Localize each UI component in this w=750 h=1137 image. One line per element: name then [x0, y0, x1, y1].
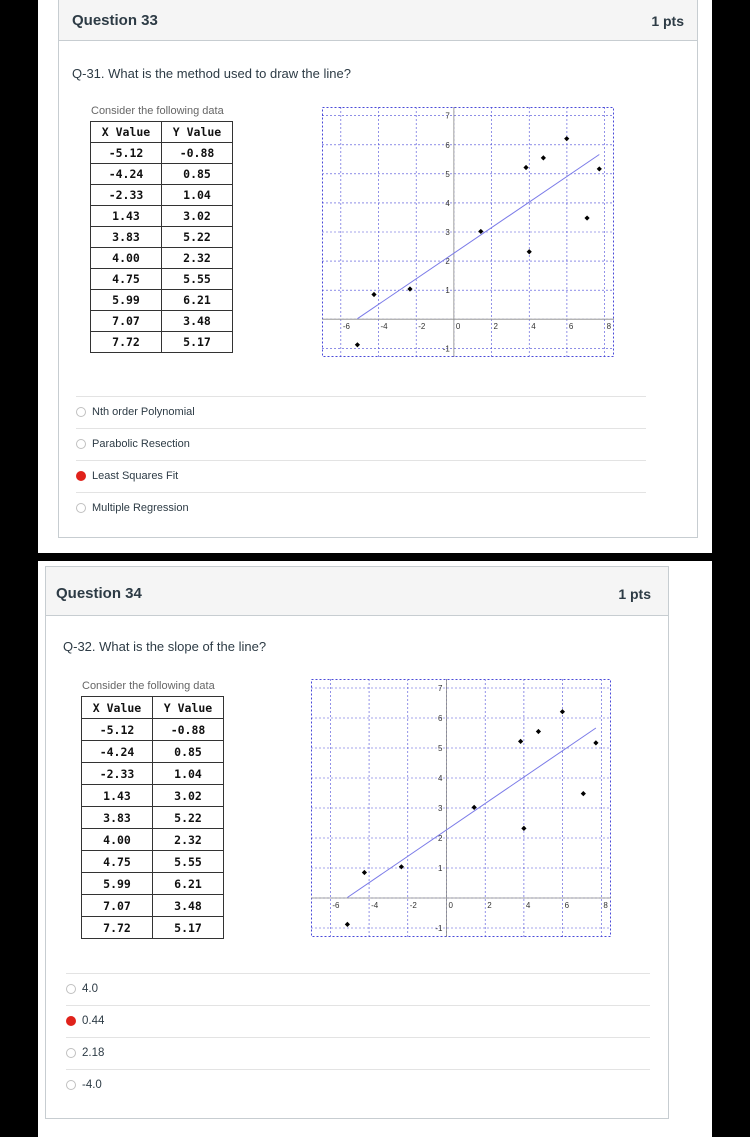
- x-tick-label: 2: [493, 322, 499, 332]
- answer-option[interactable]: [76, 492, 646, 524]
- question-points: 1 pts: [618, 586, 651, 602]
- y-tick-label: -1: [435, 924, 443, 933]
- question-text: Q-31. What is the method used to draw the line?: [72, 66, 351, 81]
- data-table: [81, 696, 224, 939]
- answer-label: Multiple Regression: [92, 502, 189, 514]
- table-cell: -5.12: [91, 143, 162, 164]
- table-cell: -2.33: [82, 763, 153, 785]
- table-cell: -5.12: [82, 719, 153, 741]
- table-cell: 3.48: [162, 311, 233, 332]
- table-row: [91, 332, 233, 353]
- fit-line: [347, 728, 596, 897]
- table-cell: 3.83: [91, 227, 162, 248]
- table-cell: 1.43: [91, 206, 162, 227]
- table-row: [82, 917, 224, 939]
- x-tick-label: 0: [448, 901, 453, 910]
- table-row: [91, 311, 233, 332]
- x-tick-label: 4: [525, 901, 531, 910]
- radio-icon[interactable]: [66, 1080, 76, 1090]
- table-cell: 7.72: [82, 917, 153, 939]
- table-cell: 6.21: [162, 290, 233, 311]
- consider-label: Consider the following data: [82, 680, 215, 692]
- table-cell: 6.21: [153, 873, 224, 895]
- data-point: [581, 791, 586, 796]
- table-row: [82, 851, 224, 873]
- x-tick-label: -2: [418, 322, 426, 332]
- y-tick-label: 1: [445, 286, 450, 296]
- answer-list: [76, 396, 646, 524]
- table-cell: 4.00: [91, 248, 162, 269]
- question-33-panel: [38, 0, 712, 553]
- answer-option[interactable]: [76, 460, 646, 492]
- y-tick-label: 4: [445, 198, 450, 208]
- table-cell: 5.17: [162, 332, 233, 353]
- radio-icon[interactable]: [66, 1048, 76, 1058]
- data-point: [541, 155, 546, 160]
- answer-label: Least Squares Fit: [92, 470, 179, 482]
- question-points: 1 pts: [651, 13, 684, 29]
- radio-icon[interactable]: [76, 503, 86, 513]
- table-row: [82, 895, 224, 917]
- y-tick-label: 1: [438, 864, 443, 873]
- table-cell: 7.07: [91, 311, 162, 332]
- table-cell: 3.02: [153, 785, 224, 807]
- table-cell: 1.04: [162, 185, 233, 206]
- answer-option[interactable]: [76, 396, 646, 428]
- table-cell: 4.75: [82, 851, 153, 873]
- radio-selected-icon[interactable]: [66, 1016, 76, 1026]
- table-row: [91, 206, 233, 227]
- table-row: [91, 164, 233, 185]
- data-table: [90, 121, 233, 353]
- fit-line: [357, 154, 599, 318]
- y-tick-label: 2: [438, 834, 443, 843]
- table-cell: 4.00: [82, 829, 153, 851]
- x-tick-label: -4: [380, 322, 388, 332]
- table-cell: 5.22: [153, 807, 224, 829]
- radio-icon[interactable]: [76, 407, 86, 417]
- table-cell: 7.07: [82, 895, 153, 917]
- x-tick-label: -6: [342, 322, 350, 332]
- answer-option[interactable]: [66, 1037, 650, 1069]
- data-point: [345, 922, 350, 927]
- table-row: [91, 185, 233, 206]
- table-row: [82, 873, 224, 895]
- data-point: [560, 709, 565, 714]
- answer-label: -4.0: [82, 1079, 102, 1091]
- data-point: [518, 739, 523, 744]
- table-cell: -0.88: [153, 719, 224, 741]
- data-point: [536, 729, 541, 734]
- x-tick-label: -2: [409, 901, 417, 910]
- y-tick-label: 7: [445, 111, 450, 121]
- answer-label: Nth order Polynomial: [92, 406, 195, 418]
- x-tick-label: -6: [332, 901, 340, 910]
- y-tick-label: 2: [445, 257, 450, 267]
- data-point: [564, 136, 569, 141]
- table-cell: 2.32: [153, 829, 224, 851]
- table-row: [91, 290, 233, 311]
- table-row: [82, 763, 224, 785]
- table-cell: 5.99: [82, 873, 153, 895]
- answer-label: Parabolic Resection: [92, 438, 190, 450]
- table-cell: 4.75: [91, 269, 162, 290]
- table-cell: 3.48: [153, 895, 224, 917]
- table-cell: -4.24: [91, 164, 162, 185]
- question-title: Question 33: [72, 12, 158, 29]
- table-cell: -0.88: [162, 143, 233, 164]
- x-tick-label: 0: [455, 322, 461, 332]
- answer-label: 0.44: [82, 1015, 105, 1027]
- table-header-cell: Y Value: [162, 122, 233, 143]
- y-tick-label: -1: [442, 344, 450, 354]
- x-tick-label: 8: [606, 322, 612, 332]
- question-34-panel: [38, 561, 712, 1137]
- table-cell: 1.04: [153, 763, 224, 785]
- answer-list: [66, 973, 650, 1101]
- table-cell: 5.55: [162, 269, 233, 290]
- question-card: [58, 0, 698, 538]
- answer-label: 2.18: [82, 1047, 105, 1059]
- y-tick-label: 5: [445, 169, 450, 179]
- data-point: [399, 864, 404, 869]
- table-cell: 3.83: [82, 807, 153, 829]
- table-cell: 5.17: [153, 917, 224, 939]
- table-cell: 7.72: [91, 332, 162, 353]
- y-tick-label: 3: [438, 804, 443, 813]
- answer-option[interactable]: [66, 1069, 650, 1101]
- answer-option[interactable]: [76, 428, 646, 460]
- data-point: [407, 286, 412, 291]
- table-header-cell: X Value: [82, 697, 153, 719]
- table-row: [91, 143, 233, 164]
- x-tick-label: -4: [371, 901, 379, 910]
- table-row: [91, 248, 233, 269]
- data-point: [362, 870, 367, 875]
- question-card: [45, 566, 669, 1119]
- data-point: [597, 166, 602, 171]
- x-tick-label: 2: [487, 901, 492, 910]
- table-cell: 3.02: [162, 206, 233, 227]
- answer-option[interactable]: [66, 1005, 650, 1037]
- table-cell: 0.85: [153, 741, 224, 763]
- data-point: [355, 342, 360, 347]
- table-row: [82, 785, 224, 807]
- y-tick-label: 3: [445, 228, 450, 237]
- table-row: [82, 719, 224, 741]
- y-tick-label: 5: [438, 744, 443, 753]
- table-cell: 2.32: [162, 248, 233, 269]
- consider-label: Consider the following data: [91, 105, 224, 117]
- answer-option[interactable]: [66, 973, 650, 1005]
- table-cell: -4.24: [82, 741, 153, 763]
- question-header: [46, 567, 668, 616]
- y-tick-label: 6: [445, 140, 450, 150]
- radio-selected-icon[interactable]: [76, 471, 86, 481]
- x-tick-label: 6: [568, 322, 574, 332]
- table-cell: 5.22: [162, 227, 233, 248]
- question-header: [59, 0, 697, 41]
- x-tick-label: 6: [564, 901, 570, 910]
- table-header-row: [82, 697, 224, 719]
- table-header-cell: X Value: [91, 122, 162, 143]
- table-cell: 5.99: [91, 290, 162, 311]
- table-cell: 5.55: [153, 851, 224, 873]
- table-cell: 0.85: [162, 164, 233, 185]
- table-row: [91, 269, 233, 290]
- data-point: [593, 740, 598, 745]
- table-header-cell: Y Value: [153, 697, 224, 719]
- data-point: [527, 249, 532, 254]
- answer-label: 4.0: [82, 983, 98, 995]
- y-tick-label: 7: [438, 684, 443, 693]
- data-point: [371, 292, 376, 297]
- y-tick-label: 4: [438, 774, 443, 783]
- x-tick-label: 8: [603, 901, 608, 910]
- question-text: Q-32. What is the slope of the line?: [63, 639, 267, 654]
- data-point: [584, 215, 589, 220]
- table-row: [91, 227, 233, 248]
- y-tick-label: 6: [438, 714, 443, 723]
- question-title: Question 34: [56, 585, 142, 602]
- table-cell: 1.43: [82, 785, 153, 807]
- table-cell: -2.33: [91, 185, 162, 206]
- table-row: [82, 807, 224, 829]
- table-header-row: [91, 122, 233, 143]
- data-point: [523, 165, 528, 170]
- radio-icon[interactable]: [76, 439, 86, 449]
- table-row: [82, 829, 224, 851]
- table-row: [82, 741, 224, 763]
- scatter-plot: [311, 679, 611, 937]
- x-tick-label: 4: [531, 322, 536, 332]
- data-point: [521, 826, 526, 831]
- scatter-plot: [322, 107, 614, 357]
- radio-icon[interactable]: [66, 984, 76, 994]
